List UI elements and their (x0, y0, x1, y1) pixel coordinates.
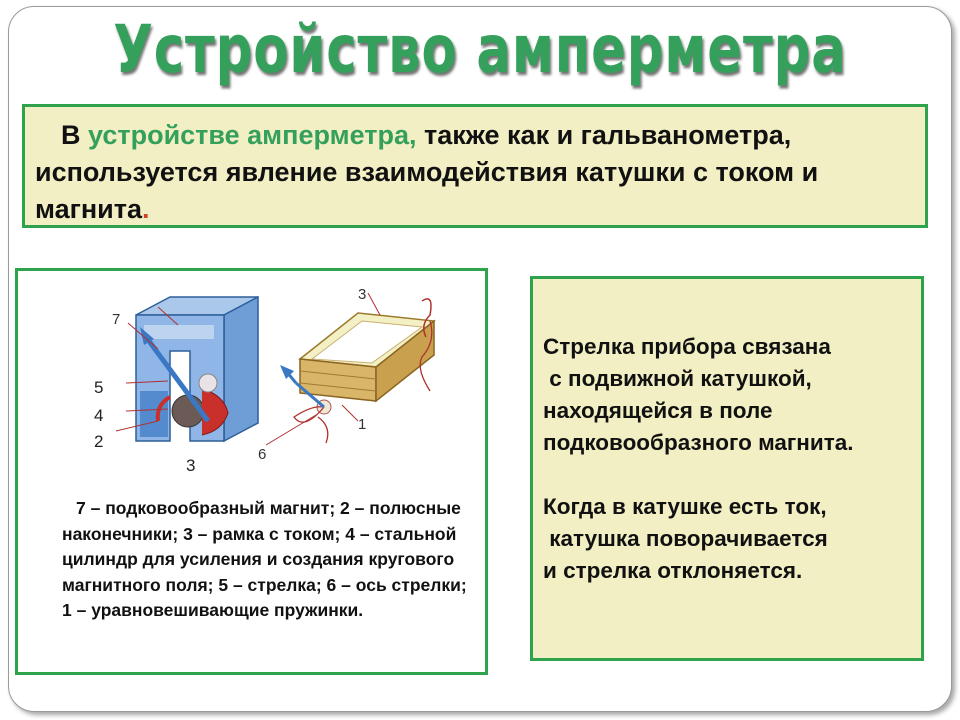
label-4: 4 (94, 406, 104, 425)
label-6: 6 (258, 446, 267, 463)
explanation-line-5: Когда в катушке есть ток, (543, 494, 827, 519)
intro-text-start: В (61, 120, 88, 150)
intro-box (22, 104, 928, 228)
intro-period: . (142, 194, 150, 224)
explanation-line-1: Стрелка прибора связана (543, 334, 831, 359)
explanation-line-7: и стрелка отклоняется. (543, 558, 803, 583)
label-7: 7 (112, 311, 121, 328)
intro-text-rest: также как и гальванометра, используется явление взаимодействия катушки с током и магнита (35, 120, 819, 224)
label-3-magnet: 3 (186, 456, 196, 475)
slide-title: Устройство амперметра (113, 11, 847, 88)
caption-text: 7 – подковообразный магнит; 2 – полюсные наконечники; 3 – рамка с током; 4 – стальной цилиндр для усиления и создания кругового магнитного поля; 5 – стрелка; 6 – ось стрелки; 1 – уравновешивающие пружинки. (62, 498, 467, 620)
coil-frame-illustration (266, 293, 434, 445)
explanation-line-6: катушка поворачивается (543, 526, 828, 551)
explanation-box (530, 276, 924, 661)
intro-highlight: устройстве амперметра, (88, 120, 417, 150)
explanation-gap (543, 459, 921, 491)
explanation-line-4: подковообразного магнита. (543, 430, 854, 455)
horseshoe-magnet-illustration (116, 297, 258, 441)
figure-caption (62, 496, 472, 624)
figure-box (15, 268, 488, 675)
explanation-line-3: находящейся в поле (543, 398, 773, 423)
explanation-line-2: с подвижной катушкой, (543, 366, 812, 391)
label-1: 1 (358, 416, 367, 433)
label-3-frame: 3 (358, 286, 367, 303)
label-2: 2 (94, 432, 104, 451)
label-5: 5 (94, 378, 104, 397)
